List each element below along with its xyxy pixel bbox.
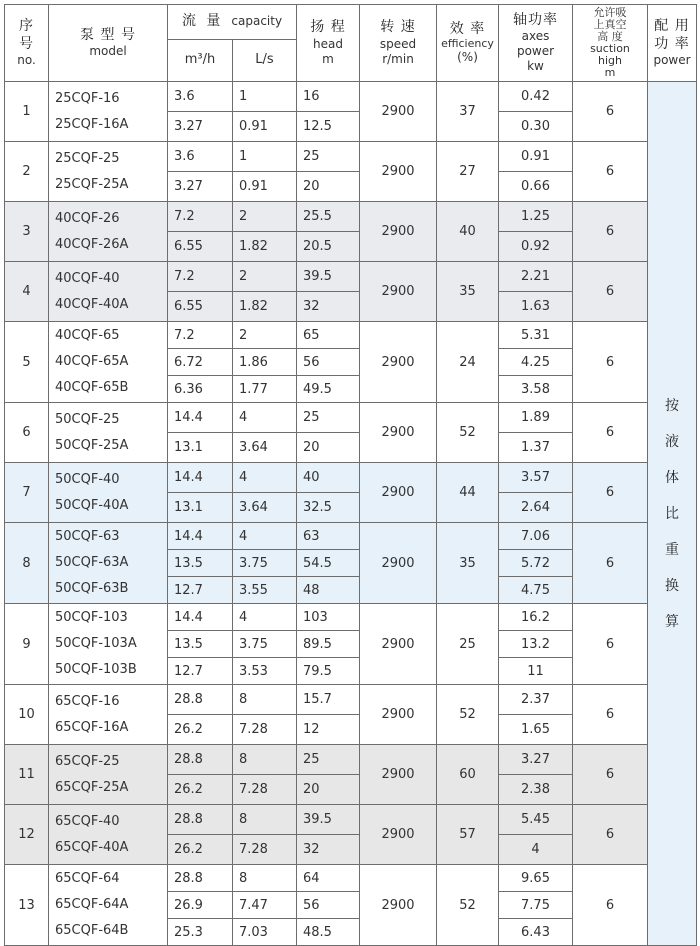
- efficiency-value: 24: [437, 322, 499, 403]
- table-row: [5, 202, 697, 232]
- axes-power-value: 7.06: [499, 523, 573, 550]
- header-head-unit: m: [322, 51, 334, 66]
- model-name: 40CQF-40: [55, 270, 120, 286]
- header-power-zh-3: 功: [654, 35, 670, 52]
- model-name: 50CQF-40: [55, 471, 120, 487]
- capacity-m3h: 3.27: [168, 172, 233, 202]
- head-value: 39.5: [297, 805, 360, 835]
- model-name: 50CQF-103: [55, 610, 128, 625]
- capacity-m3h: 7.2: [168, 202, 233, 232]
- group-no: 13: [5, 865, 49, 946]
- capacity-ls: 4: [233, 523, 297, 550]
- head-value: 25: [297, 142, 360, 172]
- table-row: [5, 403, 697, 433]
- axes-power-value: 1.25: [499, 202, 573, 232]
- group-no: 3: [5, 202, 49, 262]
- header-axes-power-zh: 轴功率: [513, 11, 558, 28]
- header-capacity-unit-m3h: m³/h: [168, 40, 233, 82]
- axes-power-value: 1.89: [499, 403, 573, 433]
- capacity-ls: 1.77: [233, 376, 297, 403]
- capacity-ls: 2: [233, 202, 297, 232]
- head-value: 48.5: [297, 919, 360, 946]
- header-power-zh-line2: [648, 36, 696, 54]
- head-value: 20: [297, 433, 360, 463]
- table-row: [5, 322, 697, 349]
- power-note-char: 按: [665, 397, 679, 414]
- capacity-ls: 0.91: [233, 172, 297, 202]
- header-speed-unit: r/min: [382, 51, 414, 66]
- header-no-zh2: 号: [19, 35, 34, 52]
- model-cell: [49, 865, 168, 946]
- axes-power-value: 7.75: [499, 892, 573, 919]
- axes-power-value: 2.37: [499, 685, 573, 715]
- speed-value: 2900: [360, 463, 437, 523]
- capacity-ls: 7.03: [233, 919, 297, 946]
- suction-value: 6: [573, 805, 648, 865]
- model-name: 25CQF-16A: [55, 116, 129, 132]
- capacity-m3h: 28.8: [168, 865, 233, 892]
- efficiency-value: 52: [437, 403, 499, 463]
- table-row: [5, 604, 697, 631]
- header-speed-zh: 转 速: [380, 19, 416, 36]
- suction-value: 6: [573, 865, 648, 946]
- capacity-ls: 7.28: [233, 835, 297, 865]
- suction-value: 6: [573, 604, 648, 685]
- axes-power-value: 4: [499, 835, 573, 865]
- header-power-zh-4: 率: [674, 35, 690, 52]
- suction-value: 6: [573, 745, 648, 805]
- model-cell: [49, 202, 168, 262]
- model-cell: [49, 322, 168, 403]
- capacity-ls: 3.64: [233, 493, 297, 523]
- group-no: 4: [5, 262, 49, 322]
- capacity-ls: 8: [233, 745, 297, 775]
- head-value: 39.5: [297, 262, 360, 292]
- efficiency-value: 35: [437, 523, 499, 604]
- table-header: [5, 5, 697, 82]
- model-name: 65CQF-64B: [55, 923, 129, 938]
- speed-value: 2900: [360, 523, 437, 604]
- head-value: 15.7: [297, 685, 360, 715]
- model-cell: [49, 463, 168, 523]
- table-row: [5, 262, 697, 292]
- header-axes-power-en1: axes: [521, 29, 550, 44]
- capacity-m3h: 3.6: [168, 82, 233, 112]
- header-power: [648, 5, 697, 82]
- axes-power-value: 9.65: [499, 865, 573, 892]
- group-no: 7: [5, 463, 49, 523]
- model-cell: [49, 685, 168, 745]
- axes-power-value: 0.30: [499, 112, 573, 142]
- table-body: [5, 82, 697, 946]
- capacity-ls: 3.75: [233, 631, 297, 658]
- axes-power-value: 3.27: [499, 745, 573, 775]
- capacity-m3h: 26.2: [168, 835, 233, 865]
- axes-power-value: 2.21: [499, 262, 573, 292]
- head-value: 25.5: [297, 202, 360, 232]
- suction-value: 6: [573, 463, 648, 523]
- head-value: 32.5: [297, 493, 360, 523]
- suction-value: 6: [573, 142, 648, 202]
- capacity-m3h: 12.7: [168, 658, 233, 685]
- speed-value: 2900: [360, 322, 437, 403]
- model-name: 65CQF-16A: [55, 719, 129, 735]
- capacity-m3h: 13.5: [168, 631, 233, 658]
- group-no: 12: [5, 805, 49, 865]
- head-value: 32: [297, 835, 360, 865]
- model-name: 40CQF-26A: [55, 236, 129, 252]
- head-value: 56: [297, 892, 360, 919]
- header-model-en: model: [89, 44, 127, 59]
- header-no: [5, 5, 49, 82]
- capacity-ls: 3.55: [233, 577, 297, 604]
- capacity-m3h: 26.2: [168, 715, 233, 745]
- capacity-m3h: 26.9: [168, 892, 233, 919]
- capacity-ls: 3.53: [233, 658, 297, 685]
- header-capacity-zh: 流 量: [181, 13, 224, 30]
- header-model-zh: 泵 型 号: [80, 26, 136, 43]
- header-suction-en2: high: [598, 54, 622, 67]
- header-speed-en: speed: [379, 36, 417, 51]
- group-no: 8: [5, 523, 49, 604]
- suction-value: 6: [573, 403, 648, 463]
- table-row: [5, 142, 697, 172]
- suction-value: 6: [573, 523, 648, 604]
- model-name: 40CQF-40A: [55, 296, 129, 312]
- efficiency-value: 37: [437, 82, 499, 142]
- axes-power-value: 5.31: [499, 322, 573, 349]
- model-name: 25CQF-25A: [55, 176, 129, 192]
- power-note-char: 液: [665, 433, 679, 450]
- model-name: 50CQF-63: [55, 529, 120, 544]
- efficiency-value: 52: [437, 865, 499, 946]
- head-value: 65: [297, 322, 360, 349]
- axes-power-value: 0.91: [499, 142, 573, 172]
- efficiency-value: 35: [437, 262, 499, 322]
- head-value: 64: [297, 865, 360, 892]
- model-name: 50CQF-25A: [55, 437, 129, 453]
- head-value: 32: [297, 292, 360, 322]
- speed-value: 2900: [360, 685, 437, 745]
- capacity-ls: 1: [233, 142, 297, 172]
- group-no: 10: [5, 685, 49, 745]
- head-value: 16: [297, 82, 360, 112]
- speed-value: 2900: [360, 865, 437, 946]
- model-name: 50CQF-40A: [55, 497, 129, 513]
- capacity-ls: 1.86: [233, 349, 297, 376]
- capacity-m3h: 26.2: [168, 775, 233, 805]
- model-name: 50CQF-103A: [55, 636, 137, 651]
- axes-power-value: 5.45: [499, 805, 573, 835]
- header-efficiency: [437, 5, 499, 82]
- capacity-m3h: 13.5: [168, 550, 233, 577]
- table-row: [5, 523, 697, 550]
- capacity-m3h: 6.55: [168, 232, 233, 262]
- header-head: [297, 5, 360, 82]
- axes-power-value: 11: [499, 658, 573, 685]
- head-value: 20: [297, 775, 360, 805]
- head-value: 49.5: [297, 376, 360, 403]
- capacity-ls: 8: [233, 685, 297, 715]
- header-power-en: power: [653, 53, 691, 67]
- header-axes-power: [499, 5, 573, 82]
- efficiency-value: 52: [437, 685, 499, 745]
- model-name: 65CQF-40: [55, 813, 120, 829]
- suction-value: 6: [573, 202, 648, 262]
- table-row: [5, 865, 697, 892]
- head-value: 12: [297, 715, 360, 745]
- model-name: 65CQF-64: [55, 871, 120, 886]
- capacity-ls: 4: [233, 463, 297, 493]
- suction-value: 6: [573, 82, 648, 142]
- power-note-char: 换: [665, 577, 679, 594]
- group-no: 9: [5, 604, 49, 685]
- header-suction-en1: suction: [590, 42, 630, 55]
- header-capacity-en: capacity: [231, 14, 283, 29]
- group-no: 5: [5, 322, 49, 403]
- header-capacity-unit-ls: L/s: [233, 40, 297, 82]
- capacity-m3h: 28.8: [168, 745, 233, 775]
- model-name: 50CQF-25: [55, 411, 120, 427]
- axes-power-value: 1.63: [499, 292, 573, 322]
- capacity-ls: 8: [233, 805, 297, 835]
- table-row: [5, 745, 697, 775]
- header-no-en: no.: [17, 53, 36, 67]
- axes-power-value: 0.66: [499, 172, 573, 202]
- model-name: 40CQF-26: [55, 210, 120, 226]
- axes-power-value: 13.2: [499, 631, 573, 658]
- head-value: 63: [297, 523, 360, 550]
- axes-power-value: 2.64: [499, 493, 573, 523]
- efficiency-value: 25: [437, 604, 499, 685]
- speed-value: 2900: [360, 805, 437, 865]
- speed-value: 2900: [360, 202, 437, 262]
- header-power-zh-line1: [648, 18, 696, 36]
- model-name: 50CQF-63A: [55, 555, 129, 570]
- header-axes-power-unit: kw: [527, 59, 544, 74]
- head-value: 25: [297, 403, 360, 433]
- capacity-m3h: 14.4: [168, 523, 233, 550]
- model-name: 65CQF-40A: [55, 839, 129, 855]
- header-speed: [360, 5, 437, 82]
- axes-power-value: 16.2: [499, 604, 573, 631]
- head-value: 103: [297, 604, 360, 631]
- capacity-m3h: 7.2: [168, 322, 233, 349]
- axes-power-value: 2.38: [499, 775, 573, 805]
- head-value: 56: [297, 349, 360, 376]
- axes-power-value: 0.92: [499, 232, 573, 262]
- capacity-ls: 2: [233, 322, 297, 349]
- capacity-ls: 2: [233, 262, 297, 292]
- model-name: 65CQF-16: [55, 693, 120, 709]
- capacity-m3h: 7.2: [168, 262, 233, 292]
- capacity-m3h: 6.55: [168, 292, 233, 322]
- efficiency-value: 40: [437, 202, 499, 262]
- axes-power-value: 1.37: [499, 433, 573, 463]
- model-name: 25CQF-25: [55, 150, 120, 166]
- capacity-m3h: 28.8: [168, 805, 233, 835]
- header-suction-unit: m: [604, 66, 616, 79]
- power-note-cell: [648, 82, 697, 946]
- table-row: [5, 685, 697, 715]
- group-no: 11: [5, 745, 49, 805]
- header-power-zh-2: 用: [674, 18, 690, 34]
- group-no: 2: [5, 142, 49, 202]
- capacity-ls: 8: [233, 865, 297, 892]
- capacity-ls: 7.28: [233, 775, 297, 805]
- capacity-m3h: 14.4: [168, 463, 233, 493]
- speed-value: 2900: [360, 142, 437, 202]
- capacity-m3h: 6.36: [168, 376, 233, 403]
- capacity-m3h: 28.8: [168, 685, 233, 715]
- power-note-char: 体: [665, 469, 679, 486]
- speed-value: 2900: [360, 262, 437, 322]
- capacity-m3h: 3.27: [168, 112, 233, 142]
- head-value: 79.5: [297, 658, 360, 685]
- efficiency-value: 60: [437, 745, 499, 805]
- header-suction-zh1: 允许吸: [593, 6, 627, 19]
- capacity-ls: 3.64: [233, 433, 297, 463]
- head-value: 12.5: [297, 112, 360, 142]
- header-model: [49, 5, 168, 82]
- model-name: 50CQF-103B: [55, 662, 137, 677]
- speed-value: 2900: [360, 745, 437, 805]
- power-note-char: 算: [665, 613, 679, 630]
- suction-value: 6: [573, 262, 648, 322]
- model-name: 25CQF-16: [55, 90, 120, 106]
- table-row: [5, 82, 697, 112]
- efficiency-value: 44: [437, 463, 499, 523]
- header-suction: [573, 5, 648, 82]
- speed-value: 2900: [360, 403, 437, 463]
- axes-power-value: 4.25: [499, 349, 573, 376]
- capacity-m3h: 3.6: [168, 142, 233, 172]
- capacity-m3h: 25.3: [168, 919, 233, 946]
- power-note-char: 重: [665, 541, 679, 558]
- axes-power-value: 3.57: [499, 463, 573, 493]
- capacity-ls: 7.28: [233, 715, 297, 745]
- axes-power-value: 6.43: [499, 919, 573, 946]
- model-cell: [49, 142, 168, 202]
- model-cell: [49, 262, 168, 322]
- header-power-zh-1: 配: [654, 18, 670, 34]
- axes-power-value: 5.72: [499, 550, 573, 577]
- axes-power-value: 0.42: [499, 82, 573, 112]
- model-name: 40CQF-65A: [55, 354, 129, 369]
- axes-power-value: 3.58: [499, 376, 573, 403]
- model-name: 50CQF-63B: [55, 581, 129, 596]
- header-efficiency-zh: 效 率: [449, 20, 486, 37]
- model-cell: [49, 604, 168, 685]
- header-suction-zh3: 高 度: [597, 30, 623, 43]
- model-name: 65CQF-64A: [55, 897, 129, 912]
- head-value: 89.5: [297, 631, 360, 658]
- efficiency-value: 57: [437, 805, 499, 865]
- model-name: 40CQF-65B: [55, 380, 129, 395]
- header-head-zh: 扬 程: [310, 19, 346, 36]
- head-value: 20: [297, 172, 360, 202]
- pump-spec-table: [4, 4, 697, 946]
- head-value: 20.5: [297, 232, 360, 262]
- axes-power-value: 4.75: [499, 577, 573, 604]
- model-cell: [49, 403, 168, 463]
- capacity-m3h: 14.4: [168, 403, 233, 433]
- model-name: 65CQF-25: [55, 753, 120, 769]
- head-value: 48: [297, 577, 360, 604]
- capacity-ls: 0.91: [233, 112, 297, 142]
- capacity-m3h: 13.1: [168, 433, 233, 463]
- model-cell: [49, 82, 168, 142]
- head-value: 40: [297, 463, 360, 493]
- capacity-m3h: 14.4: [168, 604, 233, 631]
- axes-power-value: 1.65: [499, 715, 573, 745]
- speed-value: 2900: [360, 604, 437, 685]
- capacity-m3h: 13.1: [168, 493, 233, 523]
- header-efficiency-en: efficiency: [441, 37, 494, 51]
- model-cell: [49, 805, 168, 865]
- capacity-ls: 1: [233, 82, 297, 112]
- model-name: 65CQF-25A: [55, 779, 129, 795]
- group-no: 1: [5, 82, 49, 142]
- capacity-m3h: 6.72: [168, 349, 233, 376]
- efficiency-value: 27: [437, 142, 499, 202]
- model-cell: [49, 745, 168, 805]
- suction-value: 6: [573, 322, 648, 403]
- head-value: 25: [297, 745, 360, 775]
- header-efficiency-unit: (%): [457, 50, 478, 65]
- suction-value: 6: [573, 685, 648, 745]
- power-note-char: 比: [665, 505, 679, 522]
- capacity-ls: 4: [233, 403, 297, 433]
- header-capacity: [168, 5, 297, 40]
- table-row: [5, 463, 697, 493]
- group-no: 6: [5, 403, 49, 463]
- capacity-ls: 3.75: [233, 550, 297, 577]
- head-value: 54.5: [297, 550, 360, 577]
- header-no-zh1: 序: [19, 18, 34, 34]
- header-head-en: head: [313, 36, 343, 51]
- capacity-m3h: 12.7: [168, 577, 233, 604]
- capacity-ls: 1.82: [233, 232, 297, 262]
- model-cell: [49, 523, 168, 604]
- header-axes-power-en2: power: [516, 44, 555, 59]
- capacity-ls: 1.82: [233, 292, 297, 322]
- capacity-ls: 4: [233, 604, 297, 631]
- header-suction-zh2: 上真空: [593, 18, 627, 31]
- table-row: [5, 805, 697, 835]
- model-name: 40CQF-65: [55, 328, 120, 343]
- capacity-ls: 7.47: [233, 892, 297, 919]
- speed-value: 2900: [360, 82, 437, 142]
